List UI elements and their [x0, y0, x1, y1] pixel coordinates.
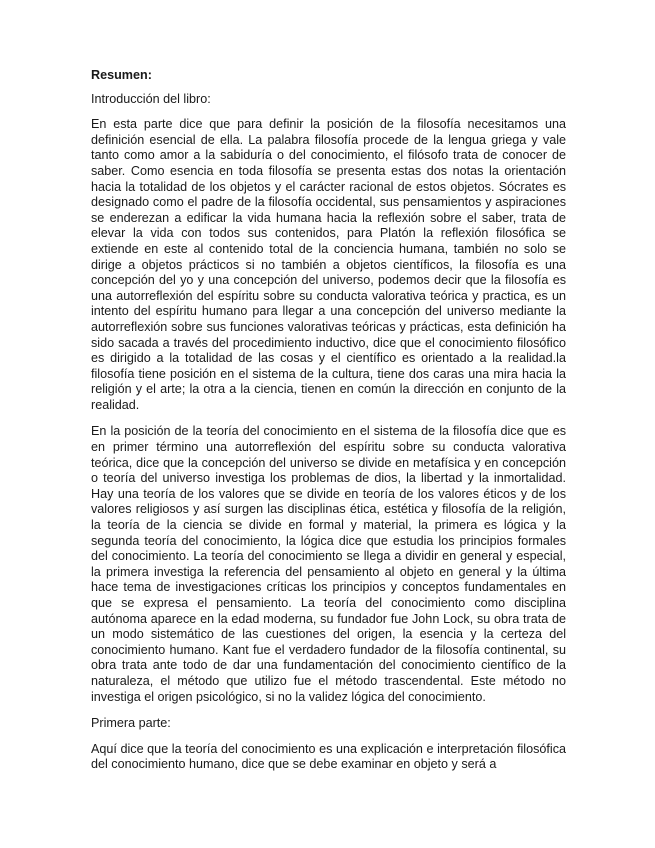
part1-paragraph-1: Aquí dice que la teoría del conocimiento es una explicación e interpretación filosófica del conocimiento humano, dice que se debe examinar en objeto y será a: [91, 741, 566, 772]
part1-section-label: Primera parte:: [91, 716, 171, 731]
intro-section-label: Introducción del libro:: [91, 91, 211, 106]
document-body: [91, 68, 566, 784]
intro-paragraph-2: En la posición de la teoría del conocimiento en el sistema de la filosofía dice que es en primer término una autorreflexión del espíritu sobre su conducta valorativa teórica, dice que la concepción del universo se divide en metafísica y en concepción o teoría del universo investiga los problemas de dios, la libertad y la inmortalidad. Hay una teoría de los valores que se divide en teoría de los valores éticos y de los valores religiosos y así surgen las disciplinas ética, estética y filosofía de la religión, la teoría de la ciencia se divide en formal y material, la primera es lógica y la segunda teoría del conocimiento, la lógica dice que estudia los principios formales del conocimiento. La teoría del conocimiento se llega a dividir en general y especial, la primera investiga la referencia del pensamiento al objeto en general y la última hace tema de investigaciones críticas los principios y conceptos fundamentales en que se expresa el pensamiento. La teoría del conocimiento como disciplina autónoma aparece en la edad moderna, su fundador fue John Lock, su obra trata de un modo sistemático de las cuestiones del origen, la esencia y la certeza del conocimiento humano. Kant fue el verdadero fundador de la filosofía continental, su obra trata ante todo de dar una fundamentación del conocimiento científico de la naturaleza, el método que utilizo fue el método trascendental. Este método no investiga el origen psicológico, si no la validez lógica del conocimiento.: [91, 424, 566, 704]
summary-heading: Resumen:: [91, 68, 152, 82]
intro-paragraph-1: En esta parte dice que para definir la posición de la filosofía necesitamos una definición esencial de ella. La palabra filosofía procede de la lengua griega y vale tanto como amor a la sabiduría o del conocimiento, el filósofo trata de conocer de saber. Como esencia en toda filosofía se presenta estas dos notas la orientación hacia la totalidad de los objetos y el carácter racional de estos objetos. Sócrates es designado como el padre de la filosofía occidental, sus pensamientos y aspiraciones se enderezan a edificar la vida humana hacia la reflexión sobre el saber, trata de elevar la vida con todos sus contenidos, para Platón la reflexión filosófica se extiende en este al contenido total de la conciencia humana, también no solo se dirige a objetos prácticos si no también a objetos científicos, la filosofía es una concepción del yo y una concepción del universo, podemos decir que la filosofía es una autorreflexión del espíritu sobre su conducta valorativa teórica y practica, es un intento del espíritu humano para llegar a una concepción del universo mediante la autorreflexión sobre sus funciones valorativas teóricas y prácticas, esta definición ha sido sacada a través del procedimiento inductivo, dice que el conocimiento filosófico es dirigido a la totalidad de las cosas y el científico es orientado a la realidad.la filosofía tiene posición en el sistema de la cultura, tiene dos caras una mira hacia la religión y el arte; la otra a la ciencia, tienen en común la dirección en conjunto de la realidad.: [91, 117, 566, 412]
